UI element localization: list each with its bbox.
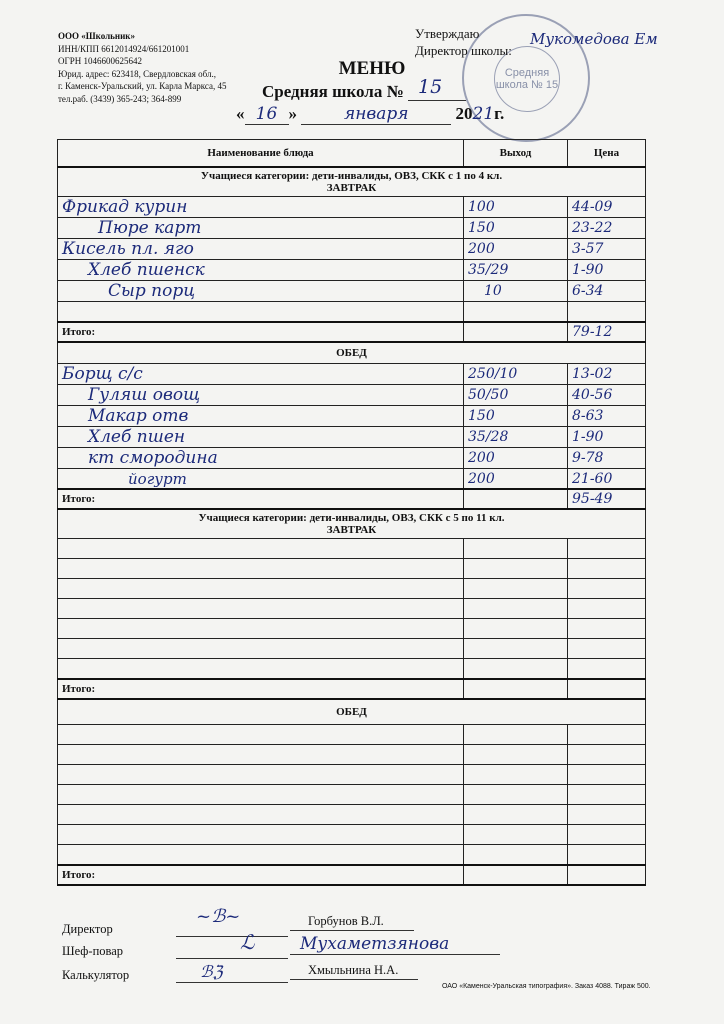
chef-name: Мухаметзянова bbox=[300, 934, 450, 954]
dish-name: Пюре карт bbox=[58, 218, 464, 239]
category-1-label: Учащиеся категории: дети-инвалиды, ОВЗ, СКК с 1 по 4 кл. bbox=[200, 170, 503, 182]
table-row bbox=[58, 639, 646, 659]
breakfast-2-total-row bbox=[58, 679, 646, 699]
table-row bbox=[58, 260, 646, 281]
dish-name: Хлеб пшенск bbox=[58, 260, 464, 281]
section-heading-2 bbox=[58, 509, 646, 539]
printer-footer: ОАО «Каменск-Уральская типография». Заказ 4088. Тираж 500. bbox=[442, 983, 651, 990]
dish-yield: 35/29 bbox=[464, 260, 568, 281]
dish-name: Фрикад курин bbox=[58, 197, 464, 218]
school-label: Средняя школа № bbox=[262, 82, 404, 101]
menu-table bbox=[57, 139, 646, 886]
org-phone: тел.раб. (3439) 365-243; 364-899 bbox=[58, 93, 182, 104]
total-label: Итого: bbox=[58, 865, 464, 885]
dish-price: 9-78 bbox=[568, 448, 646, 469]
lunch-2-label: ОБЕД bbox=[58, 699, 646, 725]
total-label: Итого: bbox=[58, 679, 464, 699]
table-row bbox=[58, 659, 646, 680]
dish-price: 13-02 bbox=[568, 364, 646, 385]
dish-price: 8-63 bbox=[568, 406, 646, 427]
date-year-hand: 21 bbox=[472, 104, 495, 124]
date-line: « 16 » января 2021г. bbox=[236, 104, 505, 124]
lunch-2-total-row bbox=[58, 865, 646, 885]
director-label: Директор bbox=[62, 922, 113, 936]
dish-price: 21-60 bbox=[568, 469, 646, 490]
table-row bbox=[58, 745, 646, 765]
dish-name: Борщ с/с bbox=[58, 364, 464, 385]
director-signature-line bbox=[176, 936, 288, 937]
header-dish-name: Наименование блюда bbox=[58, 140, 464, 168]
director-approval-signature: Мукомедова Ем bbox=[530, 30, 658, 48]
dish-yield: 200 bbox=[464, 448, 568, 469]
dish-yield: 35/28 bbox=[464, 427, 568, 448]
dish-name: Сыр порц bbox=[58, 281, 464, 302]
dish-name: йогурт bbox=[58, 469, 464, 490]
dish-name: Макар отв bbox=[58, 406, 464, 427]
dish-yield: 10 bbox=[464, 281, 568, 302]
org-inn: ИНН/КПП 6612014924/661201001 bbox=[58, 43, 190, 54]
approval-line-2: Директор школы: bbox=[415, 43, 512, 58]
dish-price: 1-90 bbox=[568, 260, 646, 281]
date-year-prefix: 20 bbox=[455, 104, 473, 123]
dish-yield: 200 bbox=[464, 469, 568, 490]
table-row bbox=[58, 281, 646, 302]
table-row bbox=[58, 619, 646, 639]
table-row bbox=[58, 825, 646, 845]
approval-line-1: Утверждаю bbox=[415, 26, 480, 41]
dish-yield: 250/10 bbox=[464, 364, 568, 385]
date-day: 16 bbox=[245, 104, 289, 125]
table-row bbox=[58, 725, 646, 745]
total-label: Итого: bbox=[58, 489, 464, 509]
table-row bbox=[58, 239, 646, 260]
calculator-label: Калькулятор bbox=[62, 968, 130, 982]
chef-signature: ℒ bbox=[240, 930, 255, 954]
total-label: Итого: bbox=[58, 322, 464, 342]
breakfast-1-label: ЗАВТРАК bbox=[326, 182, 377, 194]
header-price: Цена bbox=[568, 140, 646, 168]
dish-price: 40-56 bbox=[568, 385, 646, 406]
chef-signature-line bbox=[176, 958, 288, 959]
page-title: МЕНЮ bbox=[338, 58, 406, 79]
calculator-signature-line bbox=[176, 982, 288, 983]
table-row bbox=[58, 469, 646, 490]
school-number-line bbox=[408, 100, 466, 101]
lunch-1-total-row bbox=[58, 489, 646, 509]
director-name: Горбунов В.Л. bbox=[308, 914, 384, 928]
seal-text: Средняя школа № 15 bbox=[495, 67, 559, 91]
date-year-suffix: г. bbox=[494, 104, 505, 123]
dish-yield: 200 bbox=[464, 239, 568, 260]
breakfast-2-label: ЗАВТРАК bbox=[326, 524, 377, 536]
table-row bbox=[58, 302, 646, 323]
table-row bbox=[58, 448, 646, 469]
table-row bbox=[58, 599, 646, 619]
lunch-1-label: ОБЕД bbox=[58, 342, 646, 364]
table-row bbox=[58, 364, 646, 385]
table-row bbox=[58, 197, 646, 218]
chef-name-line bbox=[290, 954, 500, 955]
dish-price: 23-22 bbox=[568, 218, 646, 239]
table-row bbox=[58, 805, 646, 825]
org-name: ООО «Школьник» bbox=[58, 31, 135, 41]
table-row bbox=[58, 406, 646, 427]
dish-yield: 100 bbox=[464, 197, 568, 218]
dish-name: Хлеб пшен bbox=[58, 427, 464, 448]
org-address-1: Юрид. адрес: 623418, Свердловская обл., bbox=[58, 68, 216, 79]
category-2-label: Учащиеся категории: дети-инвалиды, ОВЗ, СКК с 5 по 11 кл. bbox=[198, 512, 505, 524]
breakfast-1-total: 79-12 bbox=[568, 322, 646, 342]
table-row bbox=[58, 785, 646, 805]
dish-name: кт смородина bbox=[58, 448, 464, 469]
table-row bbox=[58, 765, 646, 785]
calculator-signature: ℬℨ bbox=[200, 962, 223, 981]
dish-price: 1-90 bbox=[568, 427, 646, 448]
table-row bbox=[58, 385, 646, 406]
table-row bbox=[58, 539, 646, 559]
director-name-line bbox=[290, 930, 414, 931]
dish-name: Кисель пл. яго bbox=[58, 239, 464, 260]
dish-yield: 150 bbox=[464, 406, 568, 427]
dish-price: 6-34 bbox=[568, 281, 646, 302]
dish-yield: 150 bbox=[464, 218, 568, 239]
breakfast-1-total-row bbox=[58, 322, 646, 342]
header-yield: Выход bbox=[464, 140, 568, 168]
table-row bbox=[58, 579, 646, 599]
calculator-name-line bbox=[290, 979, 418, 980]
dish-name: Гуляш овощ bbox=[58, 385, 464, 406]
dish-price: 44-09 bbox=[568, 197, 646, 218]
calculator-name: Хмыльнина Н.А. bbox=[308, 963, 399, 977]
lunch-1-total: 95-49 bbox=[568, 489, 646, 509]
table-row bbox=[58, 845, 646, 866]
approval-block bbox=[415, 25, 512, 59]
chef-label: Шеф-повар bbox=[62, 944, 124, 958]
section-heading-1 bbox=[58, 167, 646, 197]
school-number: 15 bbox=[418, 76, 443, 98]
dish-price: 3-57 bbox=[568, 239, 646, 260]
dish-yield: 50/50 bbox=[464, 385, 568, 406]
org-address-2: г. Каменск-Уральский, ул. Карла Маркса, 45 bbox=[58, 81, 227, 92]
table-row bbox=[58, 559, 646, 579]
table-row bbox=[58, 218, 646, 239]
org-ogrn: ОГРН 1046600625642 bbox=[58, 56, 142, 67]
director-signature: ~ℬ~ bbox=[196, 906, 241, 927]
date-month: января bbox=[301, 104, 451, 125]
table-row bbox=[58, 427, 646, 448]
